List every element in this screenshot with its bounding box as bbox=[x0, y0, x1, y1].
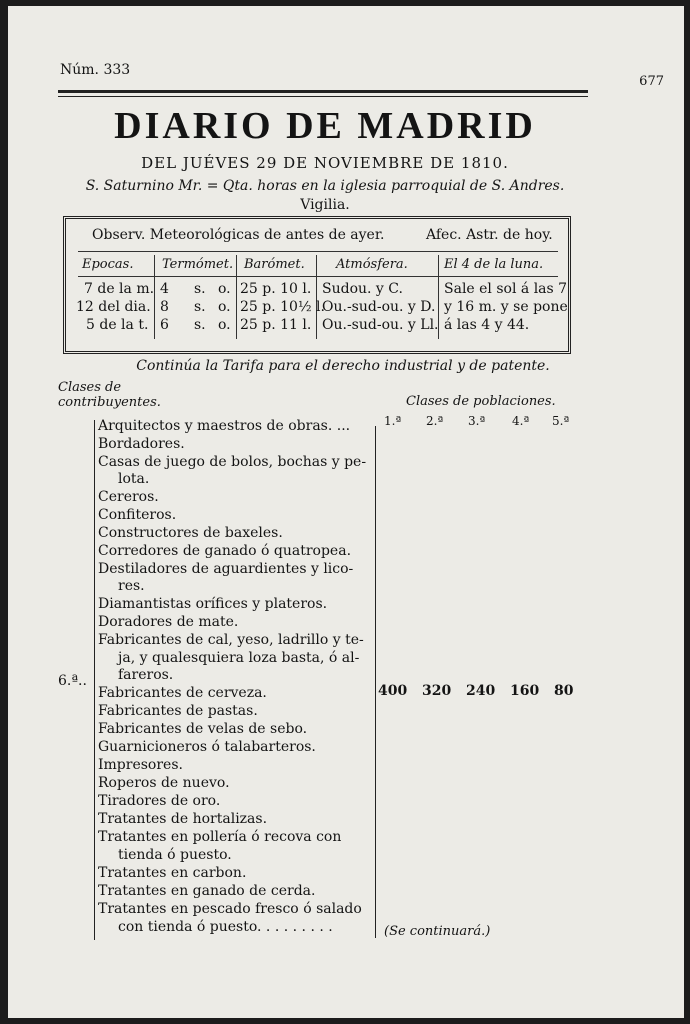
ordinal-heading: 2.ª bbox=[426, 414, 444, 428]
term-cell: 6 bbox=[160, 317, 169, 333]
list-item: Fabricantes de velas de sebo. bbox=[98, 721, 308, 737]
tariff-value: 400 bbox=[378, 683, 408, 699]
list-item: Diamantistas orífices y plateros. bbox=[98, 596, 328, 612]
term-o-cell: o. bbox=[218, 281, 231, 297]
tariff-value: 160 bbox=[510, 683, 540, 699]
tariff-value: 320 bbox=[422, 683, 452, 699]
ordinal-heading: 3.ª bbox=[468, 414, 486, 428]
list-item: Roperos de nuevo. bbox=[98, 775, 230, 791]
col-divider bbox=[316, 255, 317, 339]
list-item: Constructores de baxeles. bbox=[98, 525, 283, 541]
list-item: Tratantes en pollería ó recova con bbox=[98, 829, 342, 845]
term-cell: 4 bbox=[160, 281, 169, 297]
list-item: Arquitectos y maestros de obras. ... bbox=[98, 418, 351, 434]
list-item: Tratantes de hortalizas. bbox=[98, 811, 268, 827]
luna-line: á las 4 y 44. bbox=[444, 317, 530, 333]
epoca-cell: 5 de la t. bbox=[86, 317, 149, 333]
weather-rule-2 bbox=[78, 276, 558, 277]
luna-line: y 16 m. y se pone bbox=[444, 299, 568, 315]
page-number: 677 bbox=[639, 74, 664, 89]
clase-label: 6.ª.. bbox=[58, 673, 87, 689]
list-item: Confiteros. bbox=[98, 507, 177, 523]
list-item: Fabricantes de pastas. bbox=[98, 703, 258, 719]
list-item: tienda ó puesto. bbox=[118, 847, 232, 863]
col-termomet: Termómet. bbox=[162, 257, 234, 272]
list-item: res. bbox=[118, 578, 145, 594]
term-s-cell: s. bbox=[194, 281, 206, 297]
barom-cell: 25 p. 10½ l. bbox=[240, 299, 325, 315]
list-item: lota. bbox=[118, 471, 150, 487]
list-item: Casas de juego de bolos, bochas y pe- bbox=[98, 454, 367, 470]
list-item: Tratantes en carbon. bbox=[98, 865, 247, 881]
list-item: Corredores de ganado ó quatropea. bbox=[98, 543, 352, 559]
term-s-cell: s. bbox=[194, 317, 206, 333]
list-item: con tienda ó puesto. . . . . . . . . bbox=[118, 919, 333, 935]
term-o-cell: o. bbox=[218, 317, 231, 333]
list-item: Fabricantes de cal, yeso, ladrillo y te- bbox=[98, 632, 364, 648]
col-epocas: Epocas. bbox=[82, 257, 134, 272]
weather-title: Observ. Meteorológicas de antes de ayer. bbox=[92, 227, 385, 243]
weather-rule bbox=[78, 251, 558, 252]
astro-title: Afec. Astr. de hoy. bbox=[426, 227, 553, 243]
list-item: ja, y qualesquiera loza basta, ó al- bbox=[118, 650, 360, 666]
atm-cell: Ou.-sud-ou. y D. bbox=[322, 299, 436, 315]
tariff-value: 240 bbox=[466, 683, 496, 699]
newspaper-page bbox=[8, 6, 684, 1018]
ordinal-heading: 4.ª bbox=[512, 414, 530, 428]
list-item: Bordadores. bbox=[98, 436, 185, 452]
term-s-cell: s. bbox=[194, 299, 206, 315]
tariff-value: 80 bbox=[554, 683, 574, 699]
list-bracket bbox=[94, 420, 95, 940]
list-bracket bbox=[375, 426, 376, 938]
atm-cell: Ou.-sud-ou. y Ll. bbox=[322, 317, 439, 333]
col-atmosfera: Atmósfera. bbox=[336, 257, 408, 272]
list-item: Guarnicioneros ó talabarteros. bbox=[98, 739, 316, 755]
epoca-cell: 7 de la m. bbox=[84, 281, 155, 297]
issue-number: Núm. 333 bbox=[60, 62, 131, 78]
list-item: Destiladores de aguardientes y lico- bbox=[98, 561, 354, 577]
barom-cell: 25 p. 10 l. bbox=[240, 281, 312, 297]
list-item: fareros. bbox=[118, 667, 174, 683]
col-baromet: Barómet. bbox=[244, 257, 305, 272]
luna-line: Sale el sol á las 7 bbox=[444, 281, 568, 297]
clases-contribuyentes-label: Clases de contribuyentes. bbox=[58, 380, 161, 410]
list-item: Doradores de mate. bbox=[98, 614, 239, 630]
masthead-title: DIARIO DE MADRID bbox=[114, 105, 536, 147]
list-item: Impresores. bbox=[98, 757, 183, 773]
saint-line: S. Saturnino Mr. = Qta. horas en la iglesia parroquial de S. Andres. bbox=[85, 178, 565, 194]
col-luna: El 4 de la luna. bbox=[444, 257, 544, 272]
vigilia-line: Vigilia. bbox=[300, 197, 350, 213]
list-item: Cereros. bbox=[98, 489, 159, 505]
term-cell: 8 bbox=[160, 299, 169, 315]
header-rule-thin bbox=[58, 96, 588, 97]
list-item: Tiradores de oro. bbox=[98, 793, 221, 809]
barom-cell: 25 p. 11 l. bbox=[240, 317, 312, 333]
list-item: Tratantes en pescado fresco ó salado bbox=[98, 901, 362, 917]
ordinal-heading: 1.ª bbox=[384, 414, 402, 428]
issue-date: DEL JUÉVES 29 DE NOVIEMBRE DE 1810. bbox=[141, 154, 509, 172]
ordinal-heading: 5.ª bbox=[552, 414, 570, 428]
col-divider bbox=[236, 255, 237, 339]
clases-poblaciones-label: Clases de poblaciones. bbox=[406, 394, 556, 409]
col-divider bbox=[154, 255, 155, 339]
list-item: Tratantes en ganado de cerda. bbox=[98, 883, 316, 899]
continuara-note: (Se continuará.) bbox=[384, 924, 491, 939]
header-rule bbox=[58, 90, 588, 93]
term-o-cell: o. bbox=[218, 299, 231, 315]
epoca-cell: 12 del dia. bbox=[76, 299, 151, 315]
list-item: Fabricantes de cerveza. bbox=[98, 685, 267, 701]
weather-table bbox=[63, 216, 571, 354]
atm-cell: Sudou. y C. bbox=[322, 281, 403, 297]
tarifa-subtitle: Continúa la Tarifa para el derecho industrial y de patente. bbox=[136, 358, 550, 374]
